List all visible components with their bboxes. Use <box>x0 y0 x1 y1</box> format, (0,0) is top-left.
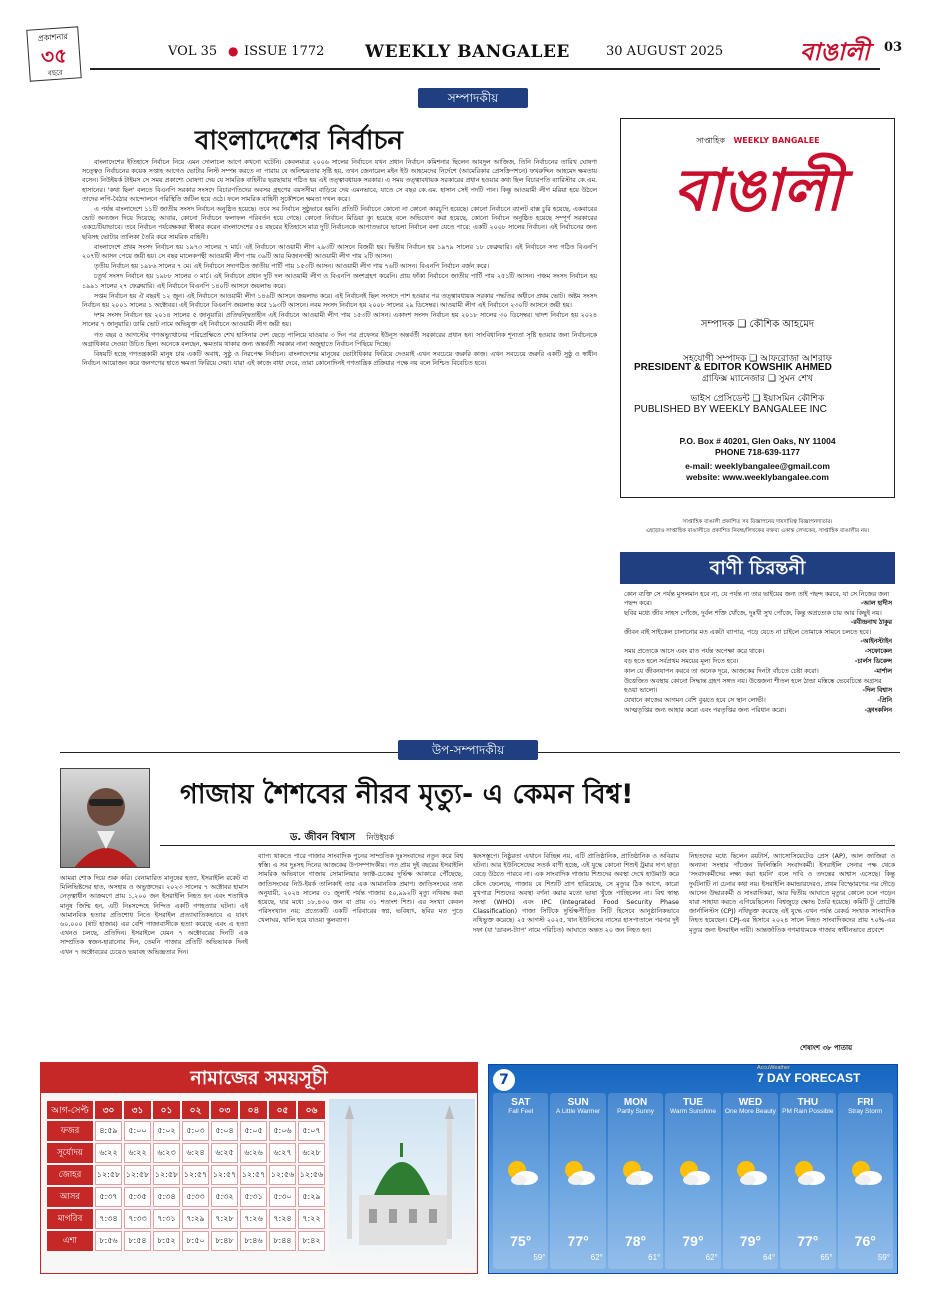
prayer-name-cell: জোহর <box>47 1165 93 1185</box>
prayer-time-cell: ৬:২২ <box>95 1143 122 1163</box>
badge-number: ৩৫ <box>40 43 68 69</box>
prayer-row <box>47 1165 325 1185</box>
paper-name: WEEKLY BANGALEE <box>365 42 570 62</box>
prayer-name-cell: সূর্যোদয় <box>47 1143 93 1163</box>
forecast-high: 76° <box>854 1233 876 1249</box>
masthead-weekly-en: WEEKLY BANGALEE <box>733 136 820 145</box>
forecast-desc: Warm Sunshine <box>669 1108 716 1115</box>
masthead-logo-block <box>637 135 879 245</box>
prayer-name-cell: এশা <box>47 1231 93 1251</box>
forecast-low: 64° <box>763 1253 776 1262</box>
sub-col-2: ব্যাপ্য থাকতে পারে গাজার সাংবাদিক পুনের সাম্প্রতিক দুঃসংবাদের নতুন করে বিশ্ব স্বস্তি। এ সব দুঃসহ দিনের আজকের উপসম্পাদকীয়। গত প্রায় দুই বছরের ইসরাইলি সামরিক অভিযানে গাজায় সোমালিয়ার ফ্যাক্ট-চেকের দুর্ভিক্ষ আকারে পৌঁছেছে, জাতিসংঘের নিউ-ইয়র্ক তালিকাই তার এক আমানবিক প্রমাণ। জাতিসংঘের তথ্য অনুযায়ী, ২০২৪ সালের ৩১ জুলাই পর্যন্ত গাজায় ৫০,৯৯২টি মৃত্যু নথিবদ্ধ করা হয়েছে, যার মধ্যে ১৮,৪৩০ জন বা প্রায় ৩১ শতাংশ শিশু। এর সংখ্যা কেবল পরিসংখ্যান নয়; প্রত্যেকটি একটি পরিবারের স্বপ্ন, ভবিষ্যৎ, ছবির মত পুড়ে খেলাঘর, খালি হয়ে যাওয়া স্কুলব্যাগ। <box>258 853 463 925</box>
editorial-paragraph: এ পর্যন্ত বাংলাদেশে ১১টি জাতীয় সংসদ নির্বাচন অনুষ্ঠিত হয়েছে। তবে সব নির্বাচন সুষ্ঠুভাবে হয়নি। প্রতিটি নির্বাচনে কোনো না কোনো কারচুপি হয়েছে। কোনো নির্বাচনে ব্যালট বাক্স চুরি হয়েছে, একবারের ভোট অন্যজন দিয়ে দিয়েছে; আবার, কোনো নির্বাচনে ফলাফল পরিবর্তন হয়ে গেছে। কোনো নির্বাচন মিডিয়া ক্যু হয়েছে বলে অভিযোগ করা হয়েছে, কোনো নির্বাচন অনুষ্ঠিত হয়েছে সম্পূর্ণ সরকারের একচেটিয়াভাবে। তবে নির্বাচন পর্যবেক্ষকরা স্বীকার করেন বাংলাদেশের ৫৪ বছরের ইতিহাসে মাত্র দুটি নির্বাচনকে আপাতভাবে ভালো নির্বাচন বলা যেতে পারে: একটি ২০০৮ সালের নির্বাচন। এই নির্বাচনের জন্য ছবিসহ ভোটার তালিকা তৈরি করে সামরিক বাহিনী। <box>82 206 597 241</box>
prayer-time-cell: ৫:৩২ <box>211 1187 238 1207</box>
prayer-time-cell: ৫:০৭ <box>298 1121 325 1141</box>
prayer-time-cell: ৮:৫৪ <box>124 1231 151 1251</box>
masthead-published-by: PUBLISHED BY WEEKLY BANGALEE INC <box>634 404 827 415</box>
forecast-high: 77° <box>797 1233 819 1249</box>
prayer-date-cell: ০৩ <box>211 1101 238 1119</box>
prayer-time-cell: ১২:৫৭ <box>211 1165 238 1185</box>
prayer-time-cell: ৮:৫০ <box>182 1231 209 1251</box>
editorial-paragraph: তৃতীয় নির্বাচন হয় ১৯৮৬ সালের ৭ মে। এই নির্বাচনে সদ্যগঠিত জাতীয় পার্টি পায় ১৫৩টি আসন। আওয়ামী লীগ পায় ৭৬টি আসন। বিএনপি নির্বাচন বর্জন করে। <box>94 263 489 271</box>
masthead-contact <box>620 436 895 483</box>
quote-author: -দিল বিশ্বাস <box>862 687 892 694</box>
sub-editorial-tag <box>398 740 538 760</box>
quote-text: যেখানে কাজের আগমন বেশি বুঝতে হবে সে স্থান লোভী। <box>624 697 766 704</box>
weather-box <box>488 1064 898 1274</box>
prayer-time-cell: ৬:২৭ <box>269 1143 296 1163</box>
prayer-row <box>47 1187 325 1207</box>
bullet-icon: ● <box>228 44 239 58</box>
editorial-paragraph: গত বছর ৫ আগস্টের গণঅভ্যুত্থানের পরিপ্রেক্ষিতে শেখ হাসিনার দেশ ছেড়ে পালিয়ে যাওয়ার ৩ দিন পর প্রফেসর ইউনূস অন্তর্বর্তী সরকারের প্রধান হন। সাংবিধানিক শূন্যতা সৃষ্টি হওয়ার জন্য নির্বাচনকে অগ্রাধিকার দেওয়া উচিত ছিল। অনেকে বলছেন, ক্ষমতায় থাকার জন্য অন্তর্বর্তী সরকার নানা অজুহাতে নির্বাচন পিছিয়ে দিচ্ছে। <box>82 331 597 348</box>
prayer-time-cell: ৮:৫৬ <box>95 1231 122 1251</box>
prayer-time-cell: ৫:০৩ <box>182 1121 209 1141</box>
masthead-disclaimer <box>620 518 895 536</box>
editorial-tag-label: সম্পাদকীয় <box>447 91 499 105</box>
forecast-high: 77° <box>567 1233 589 1249</box>
sun-cloud-icon <box>665 1156 720 1195</box>
sub-editorial-tag-label: উপ-সম্পাদকীয় <box>431 743 505 757</box>
prayer-title-bar <box>41 1063 477 1093</box>
forecast-day-name: SUN <box>567 1097 589 1108</box>
prayer-time-cell: ১২:৫৮ <box>153 1165 180 1185</box>
forecast-low: 62° <box>705 1253 718 1262</box>
masthead-president: PRESIDENT & EDITOR KOWSHIK AHMED <box>634 362 832 373</box>
prayer-date-cell: ০১ <box>153 1101 180 1119</box>
editorial-paragraph: বিষয়টি হচ্ছে গণতন্ত্রকামী মানুষ চায় একটি অবাধ, সুষ্ঠু ও নিরপেক্ষ নির্বাচন। বাংলাদেশের মানুষের ভোটাধিকার ফিরিয়ে দেওয়াই এখন সবচেয়ে জরুরি কাজ। এখন সবচেয়ে জরুরি একটি সুষ্ঠু ও স্বাধীন নির্বাচন আয়োজন করে জনগণের হাতে ক্ষমতা ফিরিয়ে দেয়া। যারা এই কাজে বাধা দেবে, তারা কোনোদিনই গণতান্ত্রিক প্রক্রিয়ার পক্ষে নয় বলে নিশ্চিত বিবেচিত হবে। <box>82 351 597 368</box>
disclaimer-line2: এছাড়াও সাপ্তাহিক বাঙালীতে প্রকাশিত নিবন্ধ/লিখকের বক্তব্য একান্ত লেখকের, সাপ্তাহিক বাঙালীর নয়। <box>645 528 870 534</box>
prayer-time-cell: ৫:৩৪ <box>153 1187 180 1207</box>
prayer-time-cell: ৭:২২ <box>298 1209 325 1229</box>
quote-author: -সফোকেল <box>864 648 892 655</box>
prayer-time-cell: ৫:৩৫ <box>124 1187 151 1207</box>
quote-item <box>624 706 892 715</box>
page-header <box>0 0 945 80</box>
quotes-header <box>620 552 895 584</box>
prayer-time-cell: ৭:২৮ <box>211 1209 238 1229</box>
editorial-paragraph: বাংলাদেশের ইতিহাসে নির্বাচন নিয়ে এমন দোলাচল আগে কখনো ঘটেনি। কেবলমাত্র ২০০৬ সালের নির্বাচনে যখন প্রধান নির্বাচন কমিশনার ছিলেন আবদুল আজিজ, তিনি নির্বাচনের তারিখ ঘোষণা সত্ত্বেও নির্বাচনের কয়েক সপ্তাহ আগেও ভোটার লিস্ট সম্পন্ন করতে না পারায় যে অনিশ্চয়তার সৃষ্টি হয়, তখন জেনারেল মইন ইউ আহমেদের নির্দেশে (আমেরিকার প্রেসক্রিপশনে) ফখরুদ্দিন আহমেদ ক্ষমতায় বসেন। নিউইয়র্ক টাইমস সে সময় প্রকাশ্যে ঘোষণা দেয় যে সামরিক বাহিনীর ছত্রছায়ায় গঠিত হয় এই তত্ত্বাবধায়ক সরকার। এ সময় তত্ত্বাবধায়ক সরকারের প্রধান হওয়ার কথা ছিল বিচারপতি ব্যারিস্টার কে.এম. হাসানের। 'কথা ছিল' বলতে বিএনপি সরকার সংসদে বিচারপতিদের অবসর গ্রহণের বয়সসীমা বাড়িয়ে দেয় এমনভাবে, যাতে সে বছর কে.এম. হাসান সেই পদটি পান। কিন্তু আওয়ামী লীগ মরিয়া হয়ে উঠলে তাদের লগি-বৈঠার আন্দোলনে পরিস্থিতি জটিল হয়ে ওঠে। ফলে সামরিক বাহিনী সুকৌশলে ক্ষমতা দখল করে। <box>82 159 597 203</box>
forecast-day-name: MON <box>623 1097 648 1108</box>
prayer-date-cell: ০৬ <box>298 1101 325 1119</box>
quote-text: উত্তেজিত অবস্থায় কোনো সিদ্ধান্ত গ্রহণ সঙ্গত নয়। উত্তেজনা শীতল হলে ঠান্ডা মস্তিষ্কে ভেবেচিন্তে অগ্রসর হওয়া ভালো। <box>624 678 882 694</box>
quotes-list <box>624 590 892 740</box>
prayer-time-cell: ৭:৩৩ <box>124 1209 151 1229</box>
forecast-high: 78° <box>624 1233 647 1249</box>
forecast-desc: A Little Warmer <box>556 1108 601 1115</box>
anniversary-badge <box>26 26 82 82</box>
quote-author: -আইনস্টাইন <box>860 638 892 645</box>
quote-item <box>624 696 892 705</box>
quote-item <box>624 667 892 676</box>
quote-text: সময় প্রত্যেকে আসে এবং রাত পর্যন্ত অপেক্ষা করে থাকে। <box>624 648 765 655</box>
forecast-day <box>723 1093 778 1269</box>
forecast-day <box>608 1093 663 1269</box>
sun-cloud-icon <box>723 1156 778 1195</box>
quote-author: -আল হাদীস <box>860 600 892 607</box>
prayer-time-cell: ১২:৫৮ <box>95 1165 122 1185</box>
prayer-date-cell: ০৪ <box>240 1101 267 1119</box>
quote-text: জীবন বাই সাইকেল চালানোর মত একটা ব্যাপার, পড়ে যেতে না চাইলে তোমাকে সামনে চলতে হবে। <box>624 629 872 636</box>
sun-cloud-icon <box>550 1156 605 1195</box>
byline-author: ড. জীবন বিশ্বাস <box>290 832 356 843</box>
forecast-desc: Fall Feel <box>508 1108 534 1115</box>
badge-line1: প্রকাশনার <box>37 32 69 44</box>
quote-author: -ফ্রাংকলিন <box>864 707 892 714</box>
masthead-logo: বাঙালী <box>673 156 843 224</box>
prayer-time-cell: ৫:৩০ <box>269 1187 296 1207</box>
forecast-day-name: TUE <box>682 1097 703 1108</box>
prayer-time-cell: ৫:০২ <box>153 1121 180 1141</box>
quote-author: -রবীন্দ্রনাথ ঠাকুর <box>850 619 892 626</box>
prayer-date-cell: ৩০ <box>95 1101 122 1119</box>
forecast-high: 79° <box>682 1233 704 1249</box>
prayer-date-cell: ০২ <box>182 1101 209 1119</box>
prayer-time-cell: ১২:৫৬ <box>269 1165 296 1185</box>
weather-days <box>493 1093 893 1269</box>
prayer-time-cell: ৬:২৮ <box>298 1143 325 1163</box>
masthead-assoc-editor: সহযোগী সম্পাদক ❑ আফরোজা আশরাফ <box>683 354 832 364</box>
header-logo: বাঙালী <box>800 38 870 66</box>
sun-cloud-icon <box>780 1156 835 1195</box>
forecast-day-name: THU <box>797 1097 819 1108</box>
forecast-high: 75° <box>510 1233 532 1249</box>
prayer-time-cell: ৬:২৫ <box>211 1143 238 1163</box>
continued-note: শেষাংশ ৩৮ পাতায় <box>800 1044 853 1052</box>
prayer-time-cell: ৭:২৪ <box>269 1209 296 1229</box>
prayer-name-cell: ফজর <box>47 1121 93 1141</box>
prayer-date-cell: ০৫ <box>269 1101 296 1119</box>
volume-label: VOL 35 <box>168 44 218 59</box>
forecast-low: 59° <box>533 1253 546 1262</box>
sub-editorial-title: গাজায় শৈশবের নীরব মৃত্যু- এ কেমন বিশ্ব! <box>180 779 634 810</box>
prayer-time-cell: ৫:৩৩ <box>182 1187 209 1207</box>
forecast-day-name: FRI <box>857 1097 874 1108</box>
byline-underline <box>160 845 895 846</box>
masthead-weekly-row <box>637 135 879 148</box>
prayer-time-cell: ৪:৫৯ <box>95 1121 122 1141</box>
prayer-head-label: আগ-সেপ্ট <box>47 1101 93 1119</box>
prayer-time-cell: ৭:৩৪ <box>95 1209 122 1229</box>
forecast-low: 59° <box>877 1253 890 1262</box>
prayer-date-cell: ৩১ <box>124 1101 151 1119</box>
editorial-paragraph: বাংলাদেশে প্রথম সংসদ নির্বাচন হয় ১৯৭৩ সালের ৭ মার্চ। এই নির্বাচনে আওয়ামী লীগ ২৯৩টি আসনে বিজয়ী হয়। দ্বিতীয় নির্বাচন হয় ১৯৭৯ সালের ১৮ ফেব্রুয়ারি। এই নির্বাচনে সদ্য গঠিত বিএনপি ২০৭টি আসন পেয়ে জয়ী হয়। সে বছর মালেকপন্থী আওয়ামী লীগ পায় ৩৯টি আর মিজানপন্থী আওয়ামী লীগ পায় ২টি আসন। <box>82 243 597 261</box>
prayer-time-cell: ১২:৫৭ <box>182 1165 209 1185</box>
mosque-illustration <box>329 1099 475 1273</box>
issue-label: ISSUE 1772 <box>244 44 325 59</box>
prayer-time-cell: ৬:২২ <box>124 1143 151 1163</box>
prayer-head-row <box>47 1101 325 1119</box>
quote-author: -মার্শাল <box>873 668 892 675</box>
masthead-graphics: গ্রাফিক্স ম্যানেজার ❑ সুমন শেখ <box>702 374 813 384</box>
prayer-row <box>47 1121 325 1141</box>
prayer-name-cell: আসর <box>47 1187 93 1207</box>
forecast-day <box>838 1093 893 1269</box>
forecast-high: 79° <box>739 1233 761 1249</box>
editorial-tag <box>418 88 528 108</box>
quote-text: কাল যে জীবনযাপন করবে তা অনেক দূরে, আজকের দিনটা বাঁচতে চেষ্টা করো। <box>624 668 819 675</box>
prayer-time-cell: ৫:২৯ <box>298 1187 325 1207</box>
header-rule <box>90 68 880 70</box>
masthead-po-box: P.O. Box # 40201, Glen Oaks, NY 11004 <box>679 436 836 446</box>
forecast-day <box>665 1093 720 1269</box>
editorial-paragraph: চতুর্থ সংসদ নির্বাচন হয় ১৯৮৮ সালের ৩ মার্চ। এই নির্বাচনে প্রধান দুটি দল আওয়ামী লীগ ও বিএনপি অংশগ্রহণ করেনি। প্রায় ফাঁকা নির্বাচনে জাতীয় পার্টি পায় ২৫১টি আসন। পঞ্চম সংসদ নির্বাচন হয় ১৯৯১ সালের ২৭ ফেব্রুয়ারি। এই নির্বাচনে বিএনপি ১৪০টি আসনে জয়লাভ করে। <box>82 273 597 290</box>
masthead-phone: PHONE 718-639-1177 <box>714 447 801 457</box>
forecast-day <box>780 1093 835 1269</box>
quote-author: -চার্লস ডিকেন্স <box>854 658 892 665</box>
prayer-time-cell: ১২:৫৬ <box>298 1165 325 1185</box>
quote-item <box>624 677 892 695</box>
prayer-time-cell: ৫:০৪ <box>211 1121 238 1141</box>
prayer-body <box>47 1121 325 1251</box>
forecast-day <box>493 1093 548 1269</box>
prayer-title: নামাজের সময়সূচী <box>190 1067 328 1089</box>
sun-cloud-icon <box>608 1156 663 1195</box>
forecast-desc: Partly Sunny <box>617 1108 654 1115</box>
quote-text: ছবির মধ্যে জীব সাহস পোঁজে, দুর্বল শক্তি খোঁজে, দুঃখী সুখ পোঁজে, কিন্তু অপ্রত্যেক চায় আর কিছুই নয়। <box>624 610 882 617</box>
forecast-low: 61° <box>648 1253 661 1262</box>
prayer-time-cell: ৫:৩১ <box>240 1187 267 1207</box>
editorial-title: বাংলাদেশের নির্বাচন <box>195 126 403 156</box>
editorial-paragraph: সপ্তম নির্বাচন হয় ঐ বছরই ১২ জুন। এই নির্বাচনে আওয়ামী লীগ ১৪৬টি আসনে জয়লাভ করে। এই নির্বাচনই ছিল সংসদে পাশ হওয়ার পর তত্ত্বাবধায়ক সরকার পদ্ধতির অধীনে প্রথম ভোট। অষ্টম সংসদ নির্বাচন হয় ২০০১ সালের ১ অক্টোবর। এই নির্বাচনে বিএনপি জয়লাভ করে ১৯৩টি আসনে। নবম সংসদ নির্বাচন হয় ২০০৮ সালের ২৯ ডিসেম্বর। আওয়ামী লীগ এই নির্বাচনে ২৩০টি আসনে জয়ী হয়। <box>82 292 597 310</box>
author-photo <box>60 768 150 868</box>
prayer-time-cell: ৫:০৬ <box>269 1121 296 1141</box>
prayer-time-cell: ৭:৩১ <box>153 1209 180 1229</box>
masthead-vp: ভাইস প্রেসিডেন্ট ❑ ইয়াসমিন কৌশিক <box>690 394 825 404</box>
prayer-name-cell: মাগরিব <box>47 1209 93 1229</box>
sub-col-1: আমরা শোক দিয়ে শুরু করি। বেনামারিত মানুষের হত্যা, ইসরাইলি রকেট বা মিলিভিষ্টদের হাত, অসহায় ও অভুক্তদের। ২০২৩ সালের ৭ অক্টোবর হামাস নেতৃত্বাধীন আক্রমণে প্রায় ১,২০০ জন ইসরাইলি নিহত হন এবং শতাধিক মানুষ জিম্মি হন, এটি নিঃসন্দেহে নিন্দিত একটি গণহত্যার ঘটনা। এই আমানবিক হত্যার প্রতিশোধ নিতে ইসরাইল প্রত্যাঘাতিকভাবে এ যাবৎ ৬০,০০০ (ষাট হাজার) এর বেশি গাজাবাসীকে হত্যা করেছে এবং এ হত্যা এখনও চলছে, প্রতিদিন। ইসরাইলে যেমন ৭ অক্টোবরের দিনটি এক সাম্প্রতিক স্বজন-হারানোর দিন, তেমনি গাজার প্রতিটি অভিভাবক দিনই এখন ৭ অক্টোবরের চেয়েও ভয়াবহ অভিজ্ঞতার দিন। <box>60 875 248 956</box>
issue-date: 30 AUGUST 2025 <box>606 44 724 59</box>
quote-item <box>624 647 892 656</box>
forecast-day <box>550 1093 605 1269</box>
prayer-time-cell: ৮:৫২ <box>153 1231 180 1251</box>
quote-item <box>624 657 892 666</box>
editorial-body <box>82 158 597 706</box>
prayer-time-cell: ১২:৫৮ <box>124 1165 151 1185</box>
sun-cloud-icon <box>493 1156 548 1195</box>
prayer-time-cell: ৮:৪৮ <box>211 1231 238 1251</box>
prayer-row <box>47 1209 325 1229</box>
quote-text: বড় হতে হলে সর্বপ্রথম সময়ের মূল্য দিতে হবে। <box>624 658 739 665</box>
mosque-icon <box>329 1099 475 1273</box>
prayer-time-cell: ৬:২৪ <box>182 1143 209 1163</box>
masthead-weekly-label: সাপ্তাহিক <box>696 136 725 145</box>
prayer-table <box>45 1099 327 1253</box>
station-logo <box>493 1069 515 1091</box>
weather-brand: AccuWeather <box>757 1065 790 1071</box>
prayer-time-cell: ৮:৪৪ <box>269 1231 296 1251</box>
badge-line2: বছরে <box>47 68 63 78</box>
prayer-time-cell: ৭:২৯ <box>182 1209 209 1229</box>
prayer-time-cell: ৭:২৬ <box>240 1209 267 1229</box>
prayer-time-cell: ৬:২৬ <box>240 1143 267 1163</box>
prayer-times-box <box>40 1062 478 1274</box>
quote-item <box>624 609 892 627</box>
prayer-time-cell: ১২:৫৭ <box>240 1165 267 1185</box>
station-number: 7 <box>499 1072 509 1088</box>
forecast-desc: One More Beauty <box>724 1108 776 1115</box>
prayer-time-cell: ৫:০৫ <box>240 1121 267 1141</box>
forecast-desc: PM Rain Possible <box>782 1108 834 1115</box>
quotes-title: বাণী চিরন্তনী <box>709 557 806 579</box>
forecast-day-name: WED <box>738 1097 763 1108</box>
editorial-paragraph: দশম সংসদ নির্বাচন হয় ২০১৪ সালের ৫ জানুয়ারি। প্রতিদ্বন্দ্বিতাহীন এই নির্বাচনে আওয়ামী লীগ পায় ১৫৩টি আসন। একাদশ সংসদ নির্বাচন হয় ২০১৮ সালের ৩০ ডিসেম্বর। দ্বাদশ নির্বাচন হয় ২০২৪ সালের ৭ জানুয়ারি। ডামি ভোট নামে অভিযুক্ত এই নির্বাচনে আওয়ামী লীগ জয়ী হয়। <box>82 312 597 329</box>
prayer-time-cell: ৫:০০ <box>124 1121 151 1141</box>
sub-col-4: নিহতদের মধ্যে ছিলেন রয়টার্স, অ্যাসোসিয়েটেড প্রেস (AP), আল জাজিরা ও অন্যান্য সংস্থার পাঁচজন ফিলিস্তিনি সংবাদকর্মী। ইসরাইলি সেনার পক্ষ থেকে 'সংবাদকর্মীদের লক্ষ্য করা হয়নি' বলে দাবি ও তদন্তের আশ্বাস এসেছে। কিন্তু দুর্ঘটনাটি না চেনার কথা নয়। ইসরাইলি কমান্ডারদেরও, প্রথম বিস্ফোরণের পর দৌড়ে আসেন উদ্ধারকর্মী ও সাংবাদিকরা, আর দ্বিতীয় আঘাতে মৃত্যুর কোলে ঢলে পড়েন যারা সাহায্য করতে এগিয়েছিলেন। বিশ্বজুড়ে ক্ষোভ তৈরি হয়েছে। কমিটি টু প্রোটেক্ট জার্নালিস্টস (CPJ) নথিভুক্ত করেছে এই যুদ্ধে এখন পর্যন্ত রেকর্ড সংখ্যক সাংবাদিক নিহত হয়েছেন। CPJ-এর হিসাবে ২০২৪ সালে নিহত সাংবাদিকদের প্রায় ৭০%-এর মৃত্যুর জন্য ইসরাইল দায়ী। আন্তর্জাতিক গণমাধ্যমকে গাজায় স্বাধীনভাবে প্রবেশে <box>689 853 895 934</box>
page-number: 03 <box>884 40 903 55</box>
quote-author: -প্রিনি <box>877 697 892 704</box>
quote-text: কোন ব্যক্তি সে পর্যন্ত মুসলমান হবে না, যে পর্যন্ত না তার ভাইয়ের জন্য তাই পছন্দ করবে, যা সে নিজের জন্য পছন্দ করে। <box>624 591 890 607</box>
weather-title: 7 DAY FORECAST <box>757 1071 861 1085</box>
prayer-time-cell: ৮:৪৬ <box>240 1231 267 1251</box>
sun-cloud-icon <box>838 1156 893 1195</box>
disclaimer-line1: সাপ্তাহিক বাঙালী প্রকাশিত সব বিজ্ঞাপনের দায়দায়িত্ব বিজ্ঞাপনদাতার। <box>682 519 833 525</box>
quote-text: আত্মতৃপ্তির জন্য আহার করো এবং পরতৃপ্তির জন্য পরিধান করো। <box>624 707 787 714</box>
forecast-day-name: SAT <box>511 1097 531 1108</box>
prayer-row <box>47 1231 325 1251</box>
author-portrait-icon <box>61 769 150 868</box>
forecast-low: 62° <box>590 1253 603 1262</box>
masthead-email: e-mail: weeklybangalee@gmail.com <box>685 461 830 471</box>
quote-item <box>624 628 892 646</box>
prayer-time-cell: ৬:২৩ <box>153 1143 180 1163</box>
byline-location: নিউইয়র্ক <box>366 833 395 842</box>
forecast-desc: Stray Storm <box>848 1108 883 1115</box>
quote-item <box>624 590 892 608</box>
prayer-time-cell: ৫:৩৭ <box>95 1187 122 1207</box>
prayer-row <box>47 1143 325 1163</box>
masthead-editor: সম্পাদক ❑ কৌশিক আহমেদ <box>700 319 815 330</box>
forecast-low: 65° <box>820 1253 833 1262</box>
prayer-time-cell: ৮:৪২ <box>298 1231 325 1251</box>
sub-col-3: ধ্বংসস্তূপে। নিষ্ঠুরতা এখানে বিচ্ছিন্ন নয়, এটি প্রাতিষ্ঠানিক, প্রাতিষ্ঠানিক ও অবিরাম ঘটনা। আর ইউনিসেফের সতর্ক বাণী হচ্ছে, এই যুদ্ধে কোনো শিশুই ট্রমার দাগ ছাড়া বেড়ে উঠতে পারবে না। এক সাংবাদিক গাজায় শিশুদের অবস্থা দেখে হাউমাউ করে কেঁদে ফেলেছে, গাজায় যে শিশুটি প্রাণ হারিয়েছে, সে মৃত্যুর ঠিক আগে, কারো মুখপাত্র শিশুদের অবস্থা বর্ণনা করার মতো ভাষা খুঁজে পাচ্ছিলেন না। বিশ্ব স্বাস্থ্য সংস্থা (WHO) এবং IPC (Integrated Food Security Phase Classification) গাজা সিটিকে দুর্ভিক্ষপীড়িত সিটি হিসেবে আনুষ্ঠানিকভাবে নথিভুক্ত করেছে। ২৫ আগস্ট ২০২৫, খান ইউনিসের নাসের হাসপাতালে পরপর দুই দফা (যা 'ডাবল-ট্যাপ' নামে পরিচিত) আঘাতে অন্তত ২০ জন নিহত হন। <box>473 853 679 934</box>
masthead-website: website: www.weeklybangalee.com <box>686 472 829 482</box>
